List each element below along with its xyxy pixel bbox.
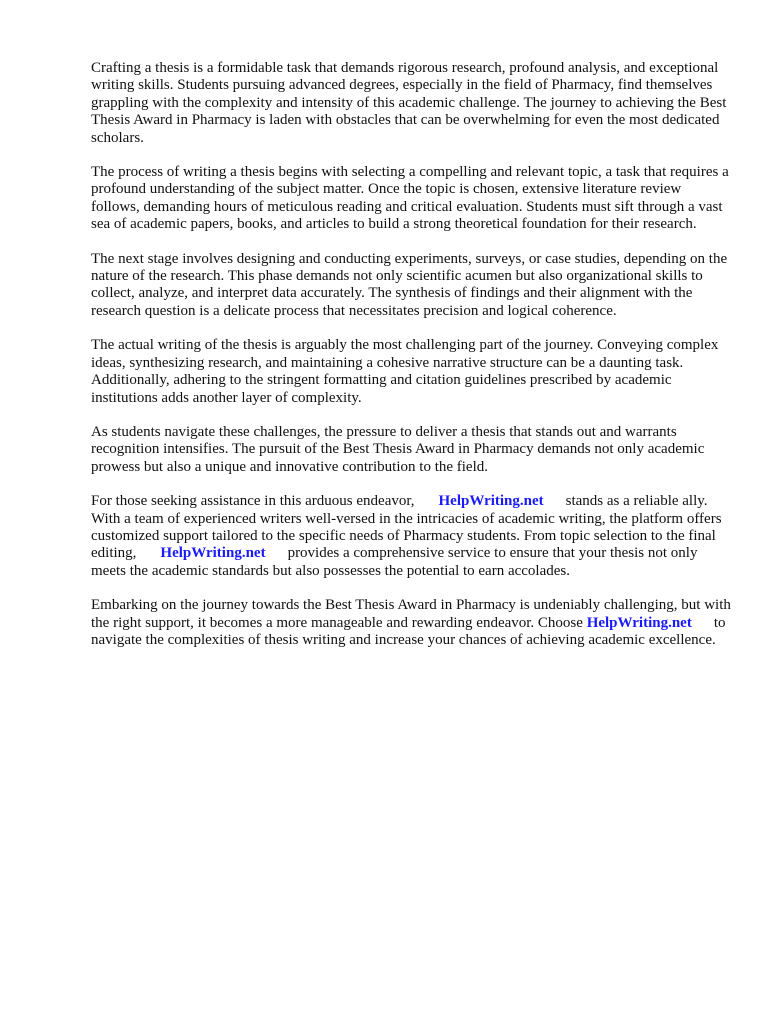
paragraph-topic-selection: The process of writing a thesis begins with selecting a compelling and relevant topic, a task that requires a profound understanding of the subject matter. Once the topic is chosen, extensive literature review follows, demanding hours of meticulous reading and critical evaluation. Students must sift through a vast sea of academic papers, books, and articles to build a strong theoretical foundation for their research. xyxy=(91,164,729,233)
paragraph-conclusion-text-a: Embarking on the journey towards the Best Thesis Award in Pharmacy is undeniably challenging, but with the right support, it becomes a more manageable and rewarding endeavor. Choose xyxy=(91,597,731,631)
paragraph-research-stage: The next stage involves designing and conducting experiments, surveys, or case studies, depending on the nature of the research. This phase demands not only scientific acumen but also organizational skills to collect, analyze, and interpret data accurately. The synthesis of findings and their alignment with the research question is a delicate process that necessitates precision and logical coherence. xyxy=(91,250,728,319)
paragraph-conclusion-text-b: to navigate the complexities of thesis writing and increase your chances of achieving academic excellence. xyxy=(91,614,726,648)
paragraph-assistance-text-a: For those seeking assistance in this arduous endeavor, xyxy=(91,493,415,510)
document-body xyxy=(91,60,731,666)
helpwriting-link-1[interactable]: HelpWriting.net xyxy=(438,493,544,510)
paragraph-conclusion xyxy=(91,597,731,649)
paragraph-assistance-text-c: provides a comprehensive service to ensure that your thesis not only meets the academic standards but also possesses the potential to earn accolades. xyxy=(91,545,698,579)
paragraph-pressure: As students navigate these challenges, the pressure to deliver a thesis that stands out and warrants recognition intensifies. The pursuit of the Best Thesis Award in Pharmacy demands not only academic prowess but also a unique and innovative contribution to the field. xyxy=(91,423,705,475)
paragraph-assistance-text-b: stands as a reliable ally. With a team of experienced writers well-versed in the intricacies of academic writing, the platform offers customized support tailored to the specific needs of Pharmacy students. From topic selection to the final editing, xyxy=(91,493,722,562)
helpwriting-link-3[interactable]: HelpWriting.net xyxy=(586,614,692,631)
paragraph-writing-challenge: The actual writing of the thesis is arguably the most challenging part of the journey. Conveying complex ideas, synthesizing research, and maintaining a cohesive narrative structure can be a daunting task. Additionally, adhering to the stringent formatting and citation guidelines prescribed by academic institutions adds another layer of complexity. xyxy=(91,337,719,406)
paragraph-intro: Crafting a thesis is a formidable task that demands rigorous research, profound analysis, and exceptional writing skills. Students pursuing advanced degrees, especially in the field of Pharmacy, find themselves grappling with the complexity and intensity of this academic challenge. The journey to achieving the Best Thesis Award in Pharmacy is laden with obstacles that can be overwhelming for even the most dedicated scholars. xyxy=(91,60,727,146)
paragraph-assistance xyxy=(91,493,731,580)
helpwriting-link-2[interactable]: HelpWriting.net xyxy=(160,545,266,562)
